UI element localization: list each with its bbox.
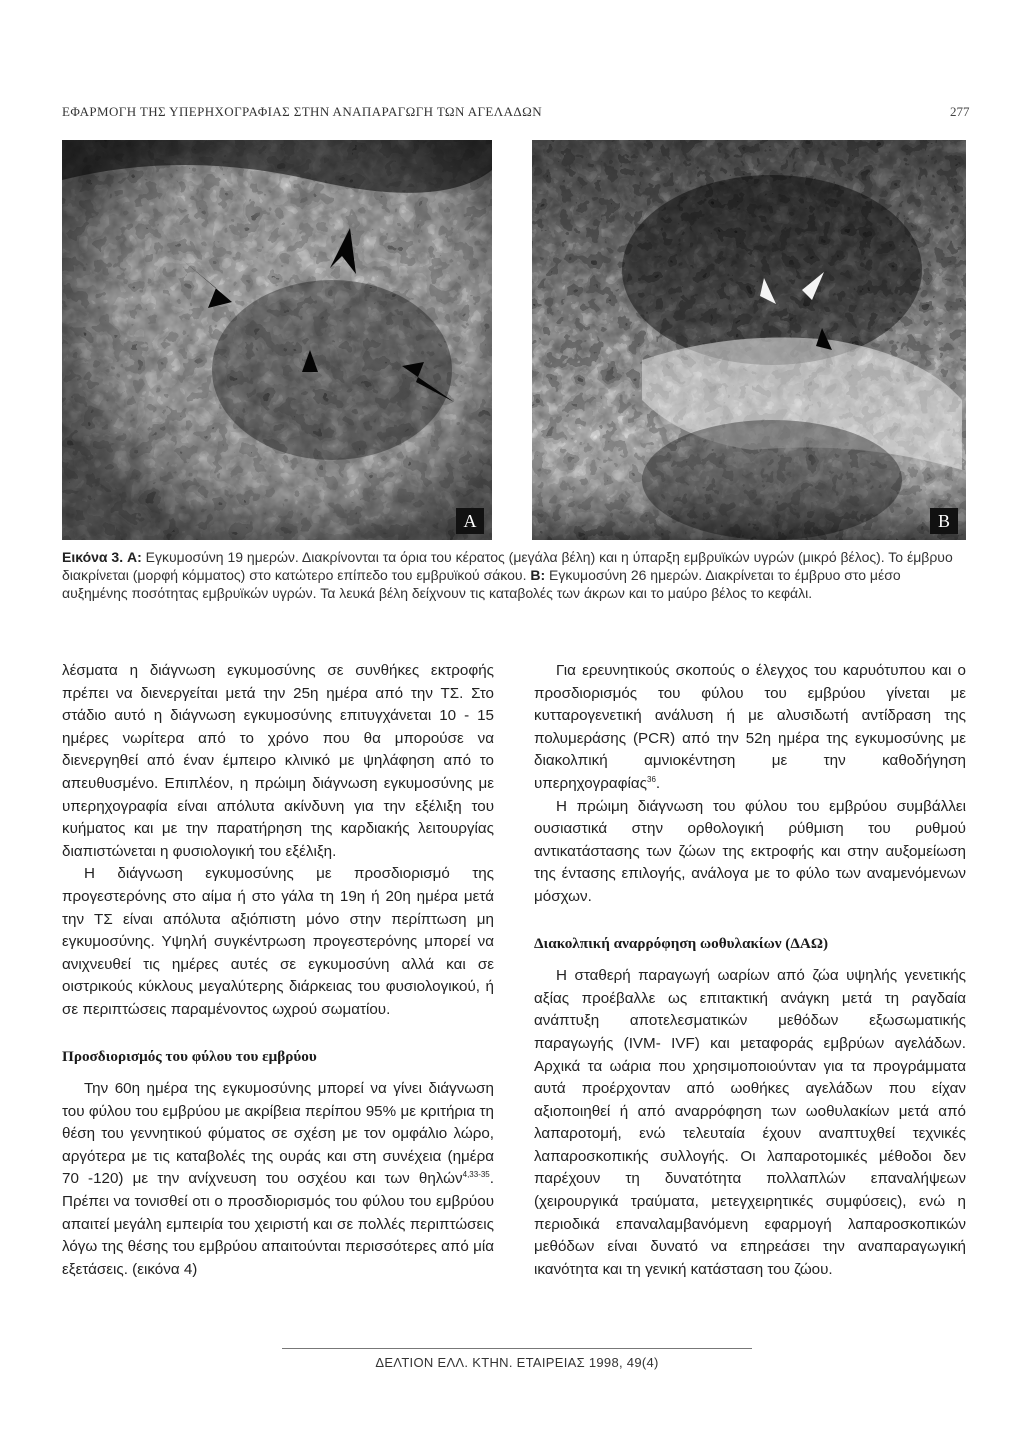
- left-paragraph-3-start: Την 60η ημέρα της εγκυμοσύνης μπορεί να γίνει διάγνωση του φύλου του εμβρύου με ακρίβεια περίπου 95% με κριτήρια τη θέση του γεννητικού φύματος σε σχέση με τον ομφάλιο λώρο, αργότερα με τις καταβολές της ουράς και στη συνέχεια (ημέρα 70 -120) με την ανίχνευση του οσχέου και των θηλών: [62, 1080, 494, 1188]
- caption-text-a: Εγκυμοσύνη 19 ημερών. Διακρίνονται τα όρια του κέρατος (μεγάλα βέλη) και η ύπαρξη εμβρυϊκών υγρών (μικρό βέλος). Το έμβρυο διακρίνεται (μορφή κόμματος) στο κατώτερο επίπεδο του εμβρυϊκού σάκου.: [62, 549, 953, 583]
- caption-key-b: B:: [530, 567, 546, 583]
- caption-text-b: Εγκυμοσύνη 26 ημερών. Διακρίνεται το έμβρυο στο μέσο αυξημένης ποσότητας εμβρυϊκών υγρών. Τα λευκά βέλη δείχνουν τις καταβολές των άκρων και το μαύρο βέλος το κεφάλι.: [62, 567, 901, 601]
- page-number: 277: [950, 104, 970, 119]
- reference-superscript-36: 36: [647, 774, 656, 784]
- figure-caption: [62, 548, 966, 602]
- ultrasound-image-a: [62, 140, 492, 540]
- right-paragraph-3: Η σταθερή παραγωγή ωαρίων από ζώα υψηλής γενετικής αξίας προέβαλλε ως επιτακτική ανάγκη μετά τη ραγδαία ανάπτυξη αποτελεσματικών μεθόδων εξωσωματικής παραγωγής (IVM- IVF) και μεταφοράς εμβρύων αγελάδων. Αρχικά τα ωάρια που χρησιμοποιούνταν για τα προγράμματα αυτά προέρχονταν από ωοθήκες αγελάδων που είχαν αξιοποιηθεί ή από αναρρόφηση των ωοθυλακίων μετά από λαπαροτομή, ενώ τελευταία έχουν αναπτυχθεί τεχνικές λαπαροσκοπικής συλλογής. Οι λαπαροτομικές μέθοδοι δεν παρέχουν τη δυνατότητα πολλαπλών επαναλήψεων (χειρουργικά τραύματα, μετεγχειρητικές συμφύσεις), ενώ η περιοδικά επαναλαμβανόμενη εφαρμογή λαπαροσκοπικών μεθόδων είναι δυνατό να επηρεάσει την αναπαραγωγική ικανότητα και τη γενική κατάσταση του ζώου.: [534, 967, 966, 1278]
- right-paragraph-1-start: Για ερευνητικούς σκοπούς ο έλεγχος του καρυότυπου και ο προσδιορισμός του φύλου του εμβρύου γίνεται με κυτταρογενετική ανάλυση ή με αλυσιδωτή αντίδραση της πολυμεράσης (PCR) από την 52η ημέρα της εγκυμοσύνης με διακολπική αμνιοκέντηση με την καθοδήγηση υπερηχογραφίας: [534, 662, 966, 792]
- panel-label-a: A: [456, 508, 484, 534]
- left-paragraph-3-end: . Πρέπει να τονισθεί οτι ο προσδιορισμός του φύλου του εμβρύου απαιτεί μεγάλη εμπειρία του χειριστή και σε πολλές περιπτώσεις λόγω της θέσης του εμβρύου απαιτούνται περισσότερες από μία εξετάσεις. (εικόνα 4): [62, 1170, 494, 1278]
- panel-label-b: B: [930, 508, 958, 534]
- journal-footer: ΔΕΛΤΙΟΝ ΕΛΛ. ΚΤΗΝ. ΕΤΑΙΡΕΙΑΣ 1998, 49(4): [375, 1355, 659, 1370]
- left-column: [62, 660, 494, 1281]
- left-paragraph-2: Η διάγνωση εγκυμοσύνης με προσδιορισμό της προγεστερόνης στο αίμα ή στο γάλα τη 19η ή 20η ημέρα μετά την ΤΣ είναι απόλυτα αξιόπιστη μόνο στην περίπτωση μη εγκυμοσύνης. Υψηλή συγκέντρωση προγεστερόνης μπορεί να ανιχνευθεί τις ημέρες αυτές σε εγκυμοσύνη αλλά και σε οιστρικούς κύκλους μεγαλύτερης διάρκειας του φυσιολογικού, ή σε περιπτώσεις παραμένοντος ωχρού σωματίου.: [62, 865, 494, 1018]
- right-paragraph-1-end: .: [655, 774, 661, 792]
- caption-key-a: A:: [126, 549, 142, 565]
- left-paragraph-1: λέσματα η διάγνωση εγκυμοσύνης σε συνθήκες εκτροφής πρέπει να διενεργείται μετά την 25η ημέρα από την ΤΣ. Στο στάδιο αυτό η διάγνωση εγκυμοσύνης επιτυγχάνεται 10 - 15 ημέρες νωρίτερα από το χρόνο που θα μπορούσε να διενεργηθεί από έναν έμπειρο κλινικό με ψηλάφηση από το απευθυσμένο. Επιπλέον, η πρώιμη διάγνωση εγκυμοσύνης με υπερηχογραφία είναι απόλυτα ακίνδυνη για την εξέλιξη του κυήματος και με την παρατήρηση της καρδιακής λειτουργίας διαπιστώνεται η φυσιολογική του εξέλιξη.: [62, 662, 494, 860]
- caption-label: Εικόνα 3.: [62, 549, 124, 565]
- running-header: ΕΦΑΡΜΟΓΗ ΤΗΣ ΥΠΕΡΗΧΟΓΡΑΦΙΑΣ ΣΤΗΝ ΑΝΑΠΑΡΑΓΩΓΗ ΤΩΝ ΑΓΕΛΑΔΩΝ: [62, 104, 542, 119]
- footer-divider: [282, 1348, 752, 1349]
- right-paragraph-2: Η πρώιμη διάγνωση του φύλου του εμβρύου συμβάλλει ουσιαστικά στην ορθολογική ρύθμιση του ρυθμού αντικατάστασης των ζώων της εκτροφής και στην αυξομείωση της έντασης επιλογής, ανάλογα με το φύλο των αναμενόμενων μόσχων.: [534, 797, 966, 905]
- right-column: [534, 660, 966, 1281]
- left-paragraph-3: [62, 1078, 494, 1281]
- section-heading-ovum-pickup: Διακολπική αναρρόφηση ωοθυλακίων (ΔΑΩ): [534, 934, 829, 952]
- reference-superscript: 4,33-35: [462, 1170, 490, 1180]
- ultrasound-image-b: [532, 140, 966, 540]
- section-heading-sex-determination: Προσδιορισμός του φύλου του εμβρύου: [62, 1047, 317, 1065]
- right-paragraph-1: [534, 660, 966, 796]
